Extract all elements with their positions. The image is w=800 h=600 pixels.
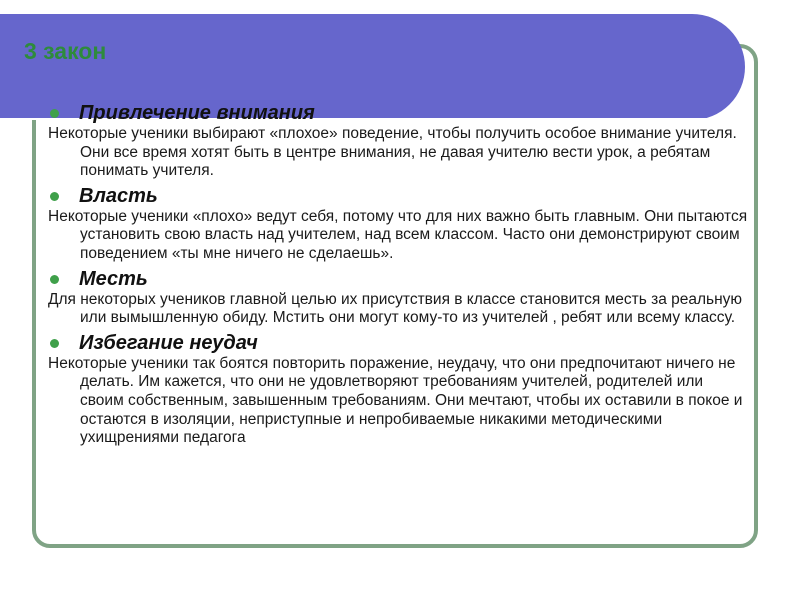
section-text-attention: Некоторые ученики выбирают «плохое» поведение, чтобы получить особое внимание учителя. Они все время хотят быть в центре внимания, не давая учителю вести урок, а ребятам понимать учителя. — [48, 125, 737, 180]
bullet-icon — [50, 109, 59, 118]
section-text-revenge: Для некоторых учеников главной целью их присутствия в классе становится месть за реальную или вымышленную обиду. Мстить они могут кому-то из учителей , ребят или всему классу. — [48, 290, 743, 327]
heading-text: Месть — [79, 267, 148, 290]
section-text-power: Некоторые ученики «плохо» ведут себя, потому что для них важно быть главным. Они пытаются установить свою власть над учителем, над всем классом. Часто они демонстрируют своим поведением «ты мне ничего не сделаешь». — [48, 207, 748, 262]
bullet-icon — [50, 275, 59, 284]
section-heading-revenge — [48, 267, 748, 291]
slide-body — [48, 101, 748, 451]
bullet-icon — [50, 339, 59, 348]
heading-text: Избегание неудач — [79, 331, 258, 354]
section-heading-failure-avoidance — [48, 331, 748, 355]
heading-text: Привлечение внимания — [79, 102, 315, 124]
section-text-failure-avoidance: Некоторые ученики так боятся повторить поражение, неудачу, что они предпочитают ничего не делать. Им кажется, что они не удовлетворяют требованиям учителей, родителей или своим собственным, завышенным требованиям. Они мечтают, чтобы их оставили в покое и остаются в изоляции, неприступные и непробиваемые никакими методическими ухищрениями педагога — [48, 354, 743, 447]
bullet-icon — [50, 192, 59, 201]
heading-text: Власть — [79, 184, 158, 207]
slide-title: 3 закон — [24, 38, 107, 64]
section-heading-power — [48, 184, 748, 208]
section-heading-attention — [48, 101, 748, 125]
